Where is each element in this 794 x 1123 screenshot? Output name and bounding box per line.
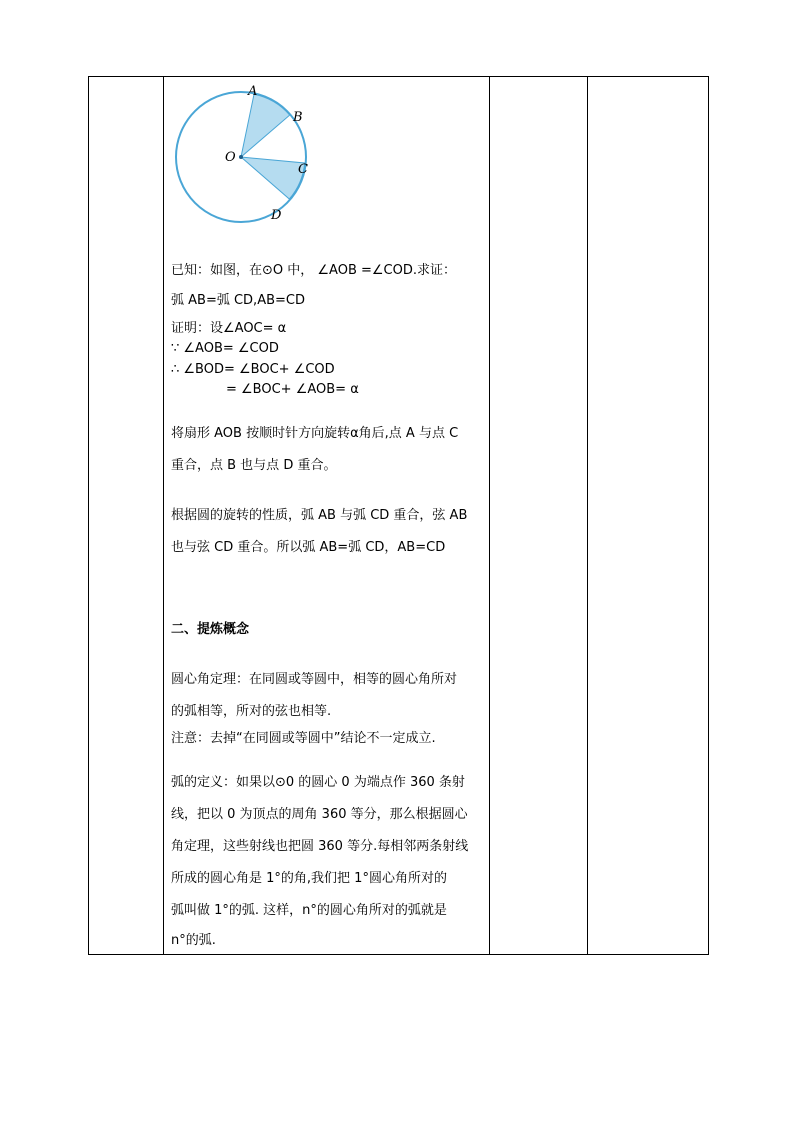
label-o: O <box>225 150 236 165</box>
proof-step-2: ∵ ∠AOB= ∠COD <box>171 341 279 356</box>
conclude-line-2: 也与弦 CD 重合。所以弧 AB=弧 CD，AB=CD <box>171 540 446 555</box>
proof-step-4: = ∠BOC+ ∠AOB= α <box>226 382 359 397</box>
proof-step-3: ∴ ∠BOD= ∠BOC+ ∠COD <box>171 362 335 377</box>
theorem-line-1: 圆心角定理：在同圆或等圆中，相等的圆心角所对 <box>171 672 458 687</box>
lesson-table <box>88 76 709 955</box>
label-a: A <box>248 84 258 99</box>
proof-step-1: 证明：设∠AOC= α <box>171 321 287 336</box>
cell-empty-middle <box>490 77 588 955</box>
definition-line-3: 角定理，这些射线也把圆 360 等分.每相邻两条射线 <box>171 839 469 854</box>
definition-line-4: 所成的圆心角是 1°的角,我们把 1°圆心角所对的 <box>171 871 447 886</box>
cell-content <box>164 77 490 955</box>
theorem-line-2: 的弧相等，所对的弦也相等. <box>171 704 332 719</box>
theorem-note: 注意：去掉“在同圆或等圆中”结论不一定成立. <box>171 731 436 746</box>
definition-line-1: 弧的定义：如果以⊙0 的圆心 0 为端点作 360 条射 <box>171 775 465 790</box>
center-point <box>239 155 243 159</box>
given-line-1: 已知：如图，在⊙O 中， ∠AOB =∠COD.求证： <box>171 263 456 278</box>
label-b: B <box>293 110 303 125</box>
rotate-line-2: 重合，点 B 也与点 D 重合。 <box>171 458 337 473</box>
given-line-2: 弧 AB=弧 CD,AB=CD <box>171 293 305 308</box>
content-area <box>164 77 489 954</box>
sector-aob <box>241 94 290 157</box>
label-d: D <box>271 208 282 223</box>
conclude-line-1: 根据圆的旋转的性质，弧 AB 与弧 CD 重合，弦 AB <box>171 508 468 523</box>
cell-empty-left <box>89 77 164 955</box>
cell-empty-right <box>588 77 709 955</box>
definition-line-5: 弧叫做 1°的弧. 这样，n°的圆心角所对的弧就是 <box>171 903 447 918</box>
circle-figure <box>170 81 320 223</box>
table-row <box>89 77 709 955</box>
section-heading: 二、提炼概念 <box>171 622 250 637</box>
definition-line-6: n°的弧. <box>171 933 216 948</box>
definition-line-2: 线，把以 0 为顶点的周角 360 等分，那么根据圆心 <box>171 807 468 822</box>
label-c: C <box>298 162 308 177</box>
rotate-line-1: 将扇形 AOB 按顺时针方向旋转α角后,点 A 与点 C <box>171 426 459 441</box>
